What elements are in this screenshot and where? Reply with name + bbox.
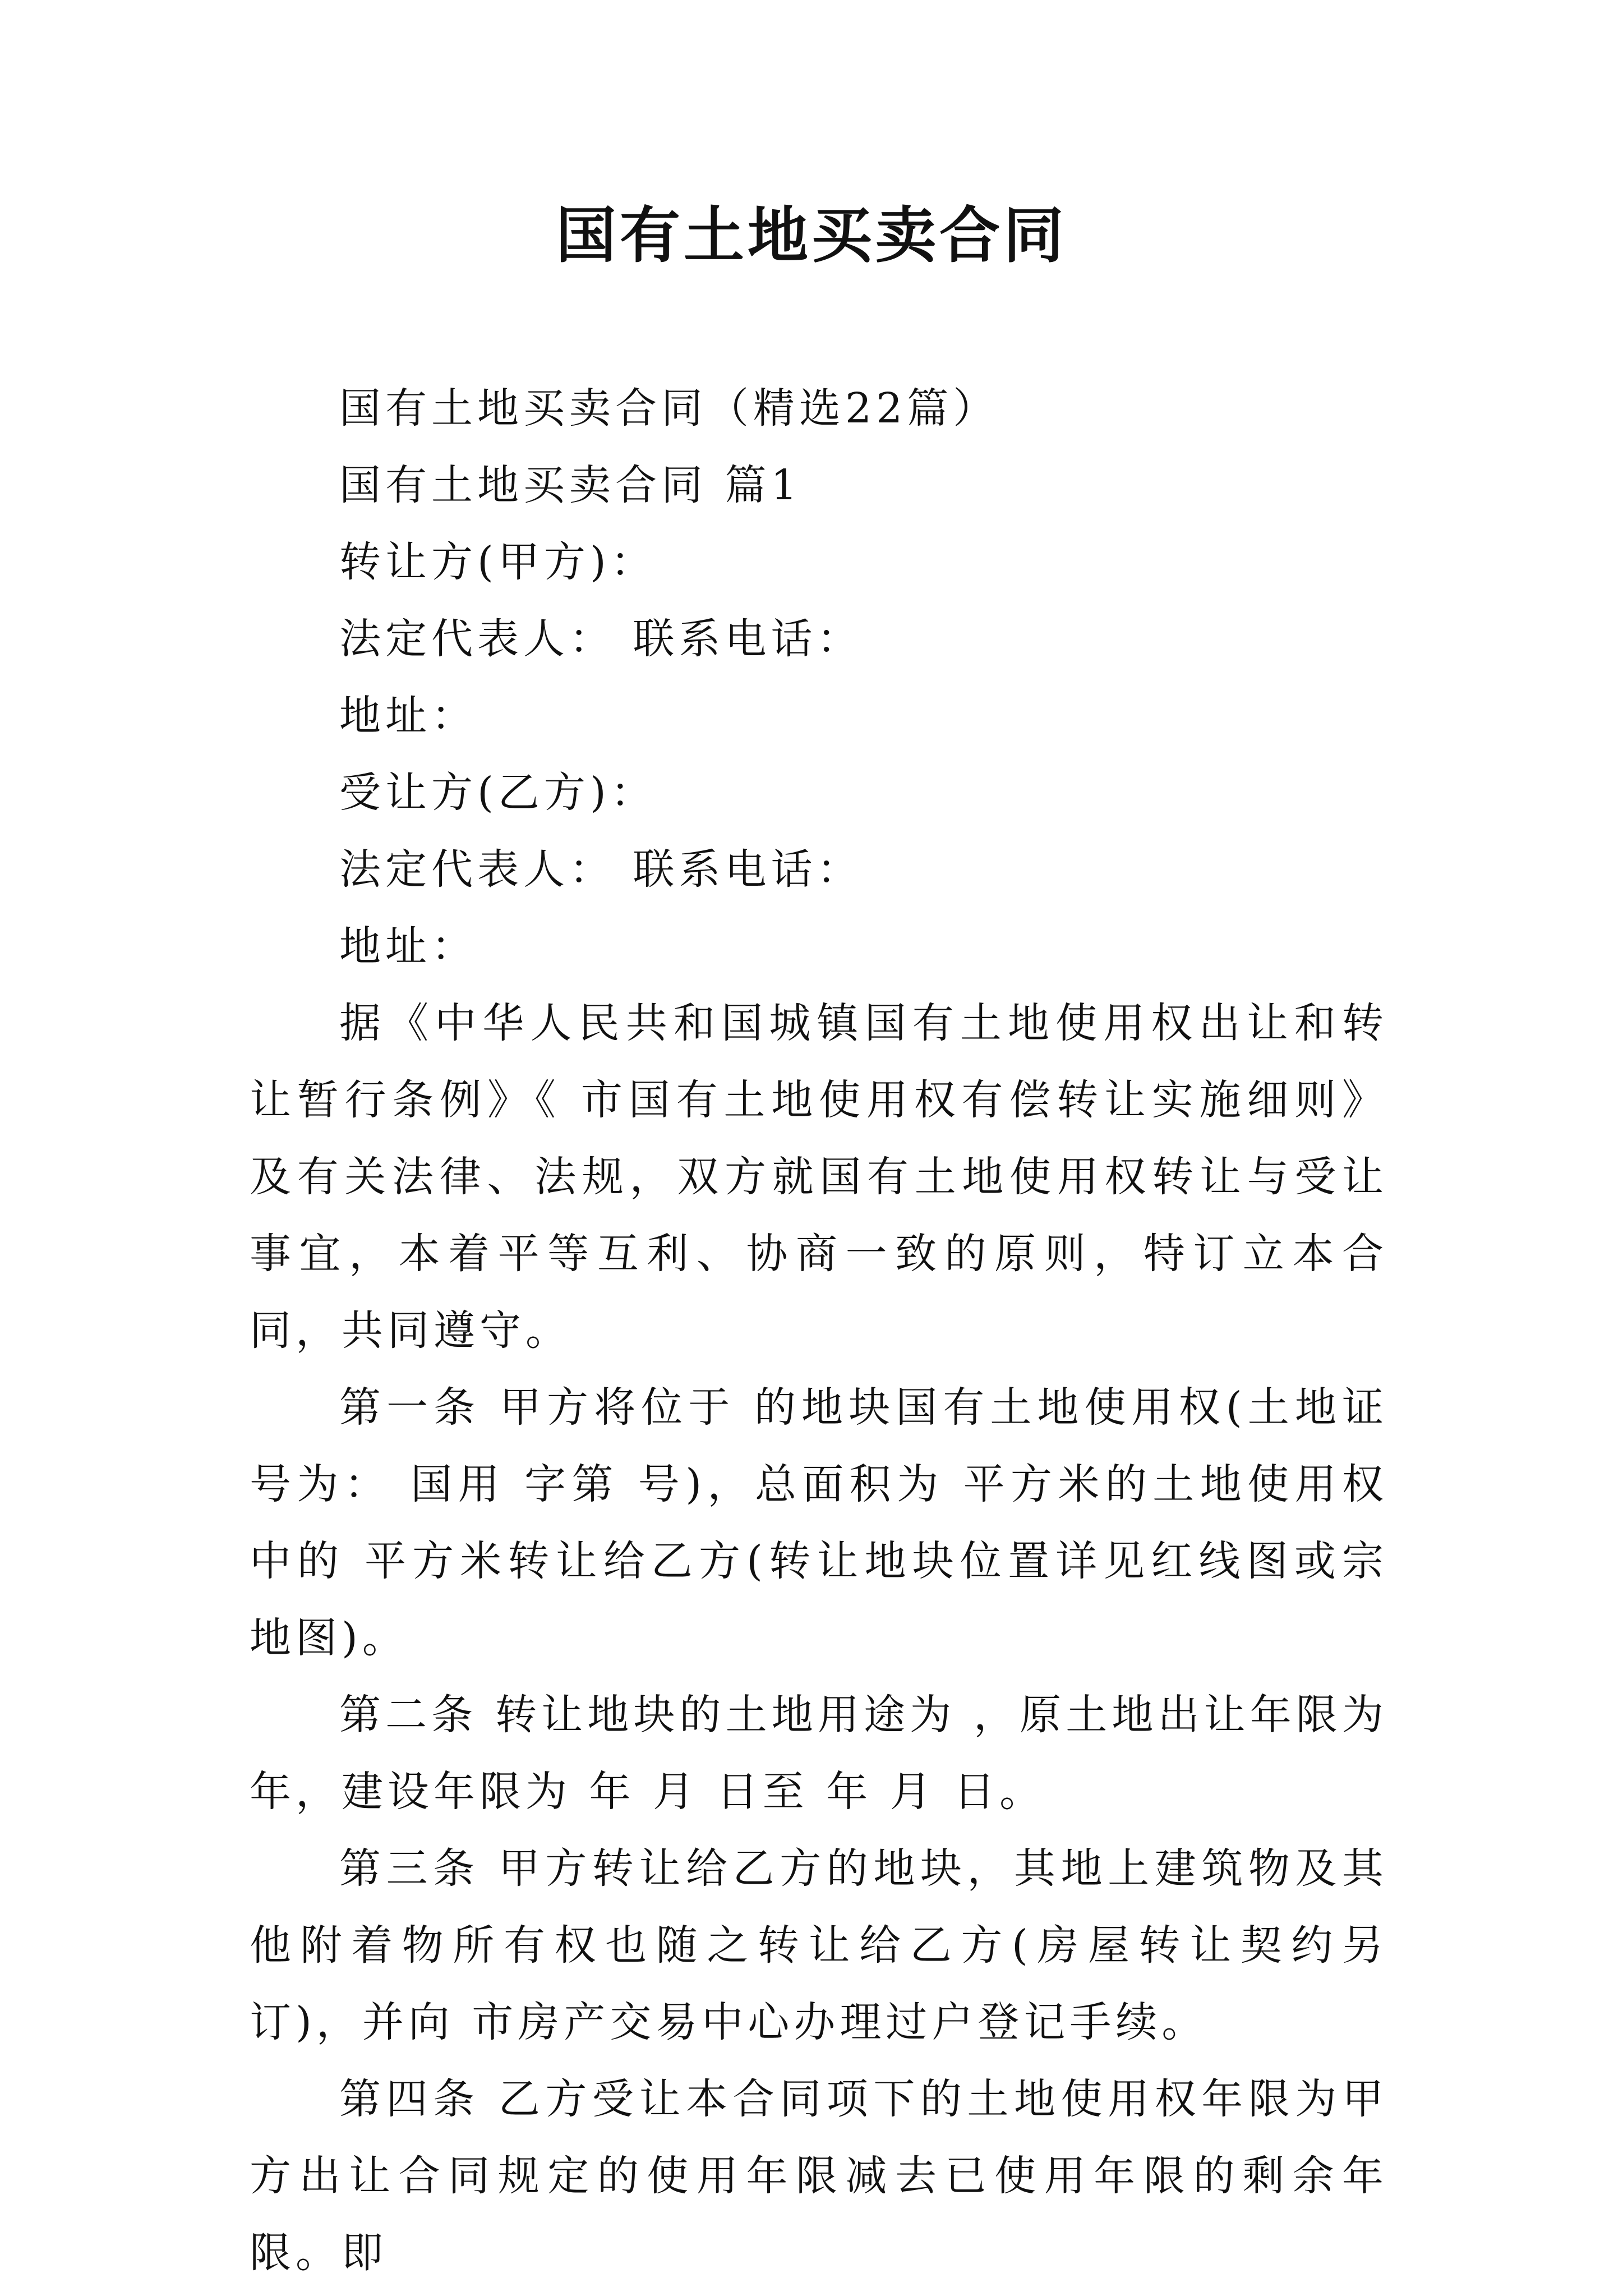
paragraph-article-2: 第二条 转让地块的土地用途为 ，原土地出让年限为 年，建设年限为 年 月 日至 年 月 日。 [250, 1691, 1388, 1816]
paragraph-article-3: 第三条 甲方转让给乙方的地块，其地上建筑物及其他附着物所有权也随之转让给乙方(房屋转让契约另订)，并向 市房产交易中心办理过户登记手续。 [250, 1844, 1388, 2046]
paragraph-transferee-representative: 法定代表人： 联系电话： [339, 845, 863, 894]
document-body [250, 370, 1388, 2292]
paragraph-transferor-address: 地址： [339, 692, 477, 740]
paragraph-transferor: 转让方(甲方)： [339, 538, 657, 586]
paragraph-section-heading: 国有土地买卖合同 篇1 [339, 461, 802, 509]
paragraph-transferor-representative: 法定代表人： 联系电话： [339, 615, 863, 663]
paragraph-article-1: 第一条 甲方将位于 的地块国有土地使用权(土地证号为： 国用 字第 号)，总面积为 平方米的土地使用权中的 平方米转让给乙方(转让地块位置详见红线图或宗地图)。 [250, 1383, 1388, 1662]
paragraph-transferee-address: 地址： [339, 922, 477, 970]
paragraph-preamble: 据《中华人民共和国城镇国有土地使用权出让和转让暂行条例》《 市国有土地使用权有偿转让实施细则》及有关法律、法规，双方就国有土地使用权转让与受让事宜，本着平等互利、协商一致的原则，特订立本合同，共同遵守。 [250, 999, 1388, 1355]
document-title: 国有土地买卖合同 [555, 200, 1067, 271]
paragraph-article-4: 第四条 乙方受让本合同项下的土地使用权年限为甲方出让合同规定的使用年限减去已使用年限的剩余年限。即 [250, 2075, 1388, 2277]
paragraph-transferee: 受让方(乙方)： [339, 769, 657, 817]
paragraph-collection-title: 国有土地买卖合同（精选22篇） [339, 384, 999, 432]
